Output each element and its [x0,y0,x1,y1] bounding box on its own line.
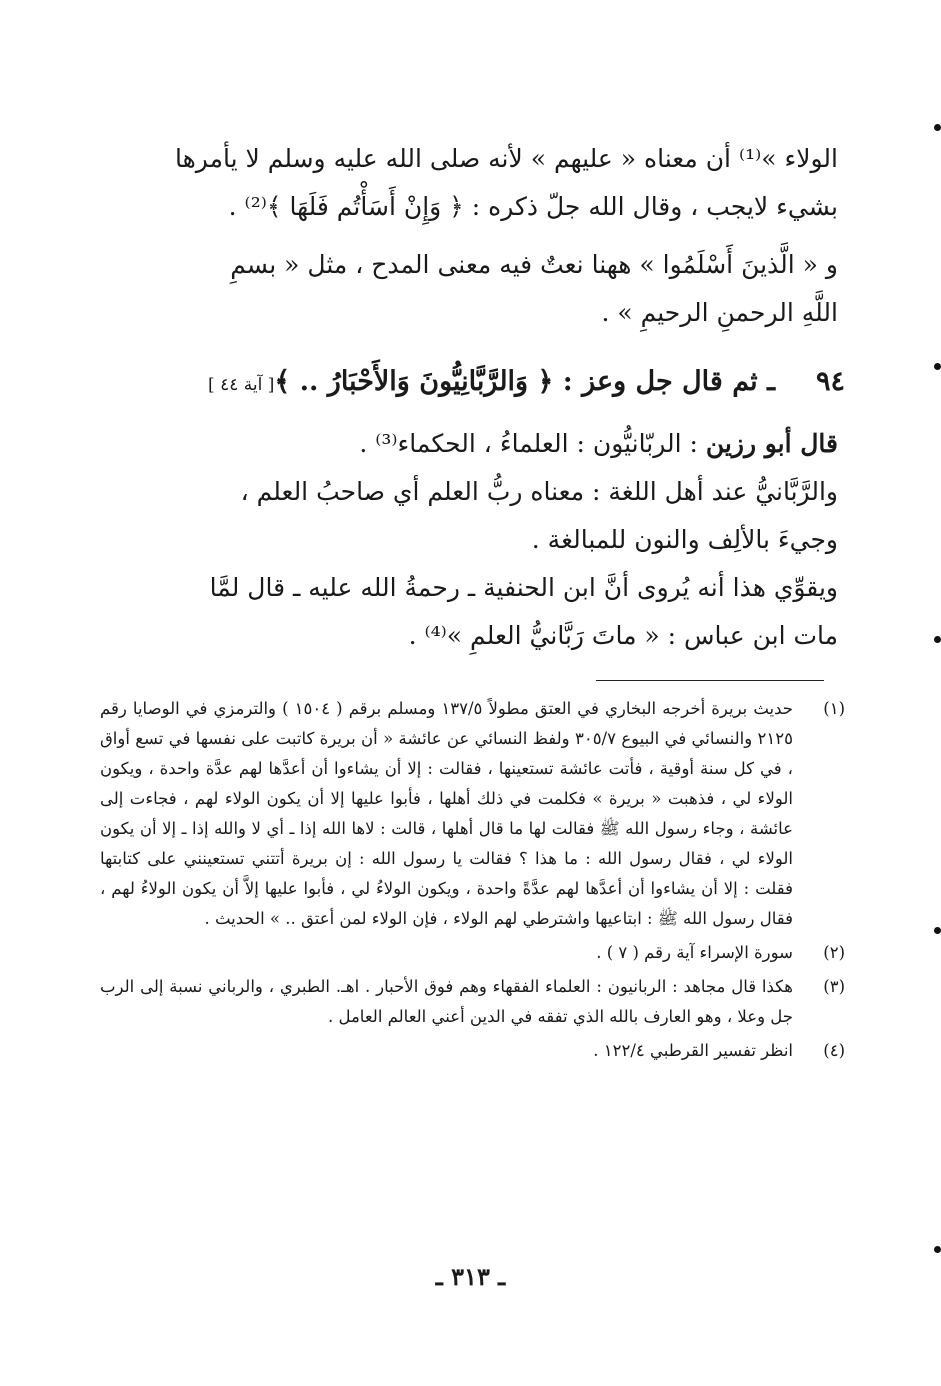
edge-mark [934,1246,941,1253]
text-line [98,564,838,612]
footnote-number: (٤) [823,1041,845,1060]
text-line: اللَّهِ الرحمنِ الرحيمِ » . [601,298,838,327]
text-line [98,612,838,660]
footnote [100,694,845,934]
text-rest: مات ابن عباس : « ماتَ رَبَّانيُّ العلمِ »⁽⁴⁾ . [408,621,838,650]
footnote-number: (٢) [823,943,845,962]
text-rest: ويقوِّي هذا أنه يُروى أنَّ ابن الحنفية ـ رحمةُ الله عليه ـ قال لمَّا [209,573,838,602]
text-bold: قال أبو رزين [705,429,838,458]
main-text [108,135,838,337]
footnote [100,938,845,968]
section-body [98,420,838,660]
text-line [98,516,838,564]
text-rest: وجيءَ بالألِف والنون للمبالغة . [531,525,838,554]
text-rest: : الربّانيُّون : العلماءُ ، الحكماء⁽³⁾ . [359,429,706,458]
footnote [100,972,845,1032]
text-rest: والرَّبَّانيُّ عند أهل اللغة : معناه ربُّ العلم أي صاحبُ العلم ، [240,477,838,506]
text-line [98,420,838,468]
text-line: الولاء »⁽¹⁾ أن معناه « عليهم » لأنه صلى الله عليه وسلم لا يأمرها [174,144,838,173]
text-line [98,468,838,516]
heading-text: ـ ثم قال جل وعز : ﴿ وَالرَّبَّانِيُّونَ وَالأَحْبَارُ .. ﴾ [274,366,775,397]
footnote-number: (١) [823,699,845,718]
footnote-number: (٣) [823,977,845,996]
edge-mark [934,124,941,131]
edge-mark [934,636,941,643]
page-number: ـ ٣١٣ ـ [435,1262,506,1291]
section-number: ٩٤ [815,366,845,397]
text-line: و « الَّذينَ أَسْلَمُوا » ههنا نعتٌ فيه معنى المدح ، مثل « بسمِ [230,250,838,279]
verse-reference: [ آية ٤٤ ] [208,375,275,395]
text-line: بشيء لايجب ، وقال الله جلّ ذكره : ﴿ وَإِنْ أَسَأْتُم فَلَهَا ﴾⁽²⁾ . [228,192,838,221]
footnote-text: حديث بريرة أخرجه البخاري في العتق مطولاً ١٣٧/٥ ومسلم برقم ( ١٥٠٤ ) والترمزي في الوصايا رقم ٢١٢٥ والنسائي في البيوع ٣٠٥/٧ ولفظ النسائي عن عائشة « أن بريرة كاتبت على نفسها في تسع أواق ، في كل سنة أوقية ، فأتت عائشة تستعينها ، فقالت : إلا أن يشاءوا أن أعدَّها لهم عدَّة واحدة ، ويكون الولاء لي ، فذهبت « بريرة » فكلمت في ذلك أهلها ، فأبوا عليها إلا أن يكون الولاء لهم ، فجاءت إلى عائشة ، وجاء رسول الله ﷺ فقالت لها ما قال أهلها ، قالت : لاها الله إذا ـ أي لا والله إذا ـ إلا أن يكون الولاء لي ، فقال رسول الله : ما هذا ؟ فقالت يا رسول الله : إن بريرة أتتني تستعينني على كتابتها فقلت : إلا أن يشاءوا أن أعدَّها لهم عدَّةً واحدة ، ويكون الولاءُ لي ، فأبوا عليها إلاَّ أن يكون الولاءُ لهم ، فقال رسول الله ﷺ : ابتاعيها واشترطي لهم الولاء ، فإن الولاء لمن أعتق .. » الحديث . [100,699,794,928]
footnote-text: هكذا قال مجاهد : الربانيون : العلماء الفقهاء وهم فوق الأحبار . اهـ. الطبري ، والرباني نسبة إلى الرب جل وعلا ، وهو العارف بالله الذي تفقه في الدين أعني العالم العامل . [100,977,793,1026]
edge-mark [934,927,941,934]
footnote-divider [596,680,824,681]
heading-text-wrap [208,358,775,409]
footnotes [100,694,845,1070]
footnote [100,1036,845,1066]
footnote-text: انظر تفسير القرطبي ١٢٢/٤ . [593,1041,793,1060]
edge-mark [934,363,941,370]
footnote-text: سورة الإسراء آية رقم ( ٧ ) . [596,943,793,962]
